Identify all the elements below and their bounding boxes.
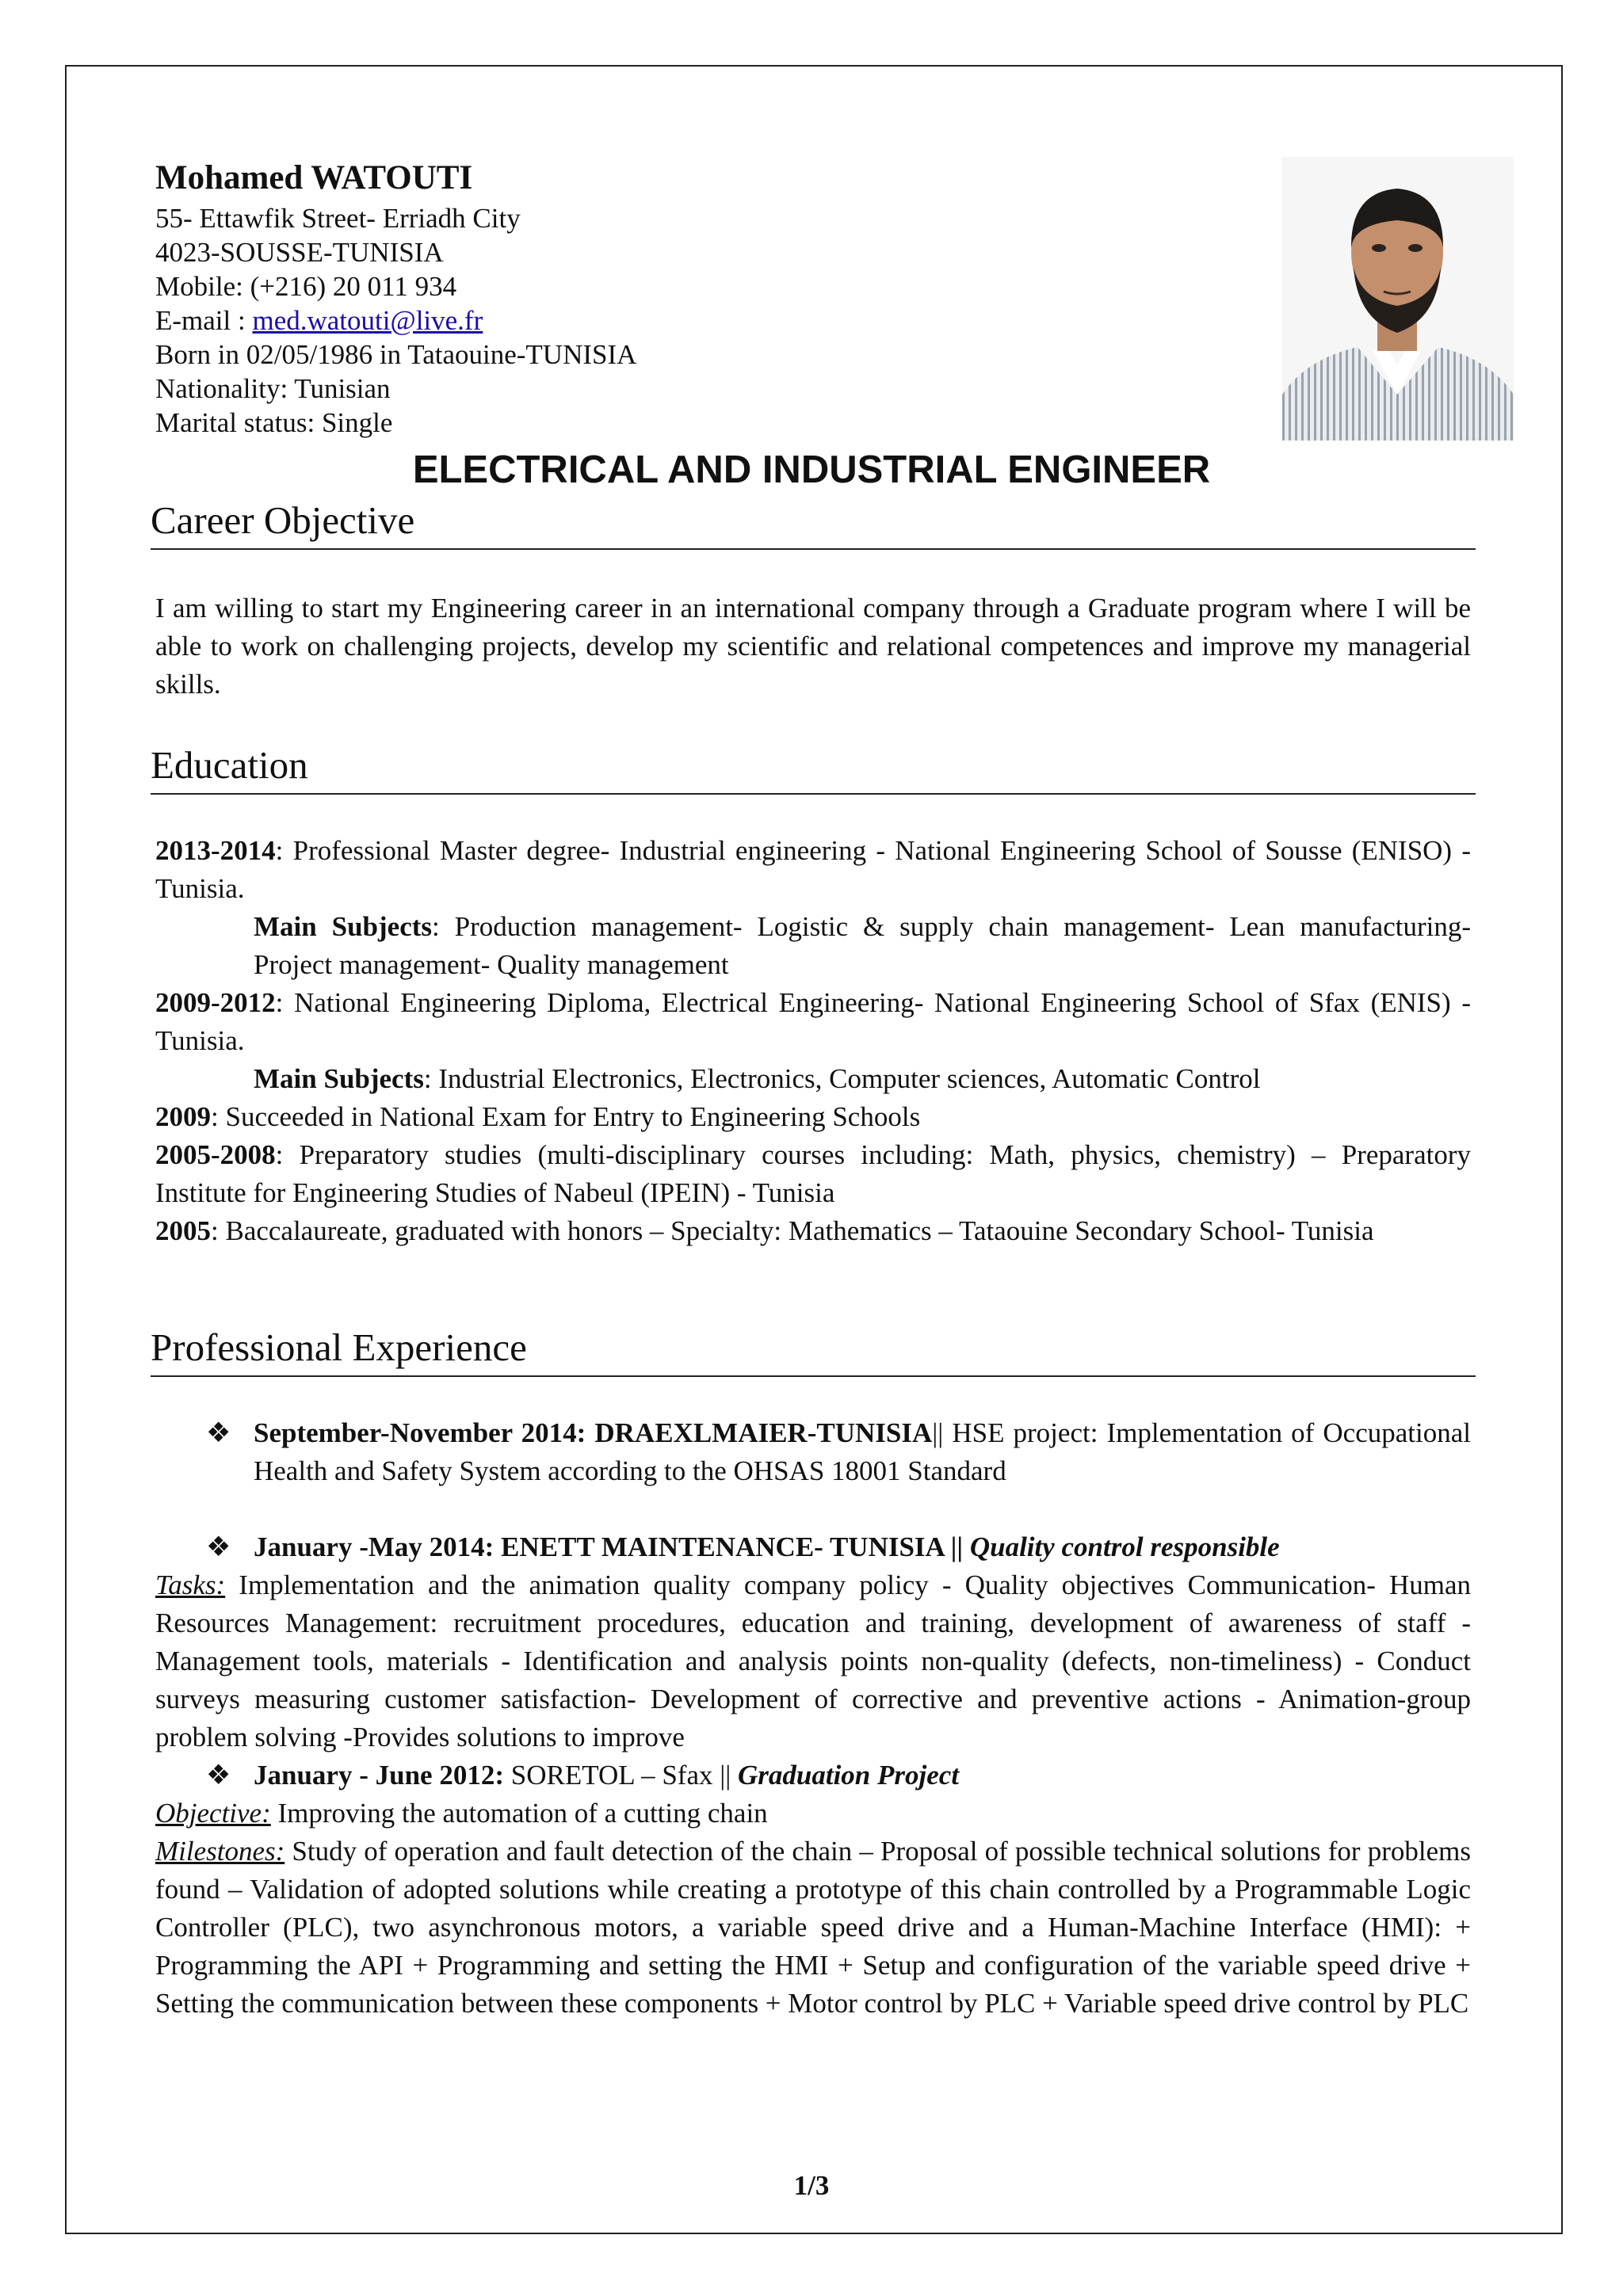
page-number: 1/3 [793,2170,830,2201]
bullet-icon: ❖ [206,1531,231,1562]
birth-info: Born in 02/05/1986 in Tataouine-TUNISIA [155,339,637,370]
profile-photo [1282,157,1514,441]
candidate-name: Mohamed WATOUTI [155,159,473,196]
experience-item [155,1756,1471,1794]
education-entry [155,1212,1471,1250]
portrait-image [1282,157,1514,441]
experience-milestones [155,1833,1471,2023]
objective-text: Improving the automation of a cutting chain [270,1798,768,1829]
nationality: Nationality: Tunisian [155,373,391,404]
education-text: : National Engineering Diploma, Electrical Engineering- National Engineering School of Sfax (ENIS) -Tunisia. [155,987,1471,1056]
education-year: 2005 [155,1215,211,1246]
career-objective-heading: Career Objective [151,498,1476,550]
career-objective-text: I am willing to start my Engineering career in an international company through a Graduate program where I will be able to work on challenging projects, develop my scientific and relational competences and improve my managerial skills. [155,593,1471,700]
objective-label: Objective: [155,1798,271,1829]
milestones-label: Milestones: [155,1836,285,1867]
tasks-text: Implementation and the animation quality company policy - Quality objectives Communication- Human Resources Management: recruitment procedures, education and training, development of awareness of staff -Management tools, materials - Identification and analysis points non-quality (defects, non-timeliness) - Conduct surveys measuring customer satisfaction- Development of corrective and preventive actions - Animation-group problem solving -Provides solutions to improve [155,1569,1471,1753]
education-text: : Baccalaureate, graduated with honors – Specialty: Mathematics – Tataouine Secondary School- Tunisia [211,1215,1374,1246]
bullet-icon: ❖ [206,1760,231,1791]
experience-item [155,1414,1471,1490]
bullet-icon: ❖ [206,1417,231,1448]
experience-item [155,1528,1471,1566]
education-entry [155,1098,1471,1136]
experience-objective [155,1794,1471,1833]
education-text: : Professional Master degree- Industrial engineering - National Engineering School of Sousse (ENISO) -Tunisia. [155,835,1471,904]
education-year: 2009-2012 [155,987,276,1018]
tasks-label: Tasks: [155,1569,226,1600]
subjects-text: : Production management- Logistic & supply chain management- Lean manufacturing- Project management- Quality management [254,911,1471,980]
education-year: 2005-2008 [155,1139,276,1170]
experience-role: Graduation Project [738,1760,960,1791]
education-entry [155,832,1471,908]
subjects-label: Main Subjects [254,1063,424,1094]
experience-period: January -May 2014: ENETT MAINTENANCE- TUNISIA || [254,1531,970,1562]
experience-desc: || HSE project: Implementation of Occupational Health and Safety System according to the OHSAS 18001 Standard [254,1417,1471,1486]
education-entry [155,1136,1471,1212]
marital-status: Marital status: Single [155,407,393,438]
education-text: : Preparatory studies (multi-disciplinary courses including: Math, physics, chemistry) – Preparatory Institute for Engineering Studies of Nabeul (IPEIN) - Tunisia [155,1139,1471,1208]
subjects-text: : Industrial Electronics, Electronics, Computer sciences, Automatic Control [423,1063,1261,1094]
mobile: Mobile: (+216) 20 011 934 [155,271,457,302]
education-subjects [155,1060,1471,1098]
education-entry [155,984,1471,1060]
experience-list [155,1414,1471,2023]
experience-period: September-November 2014: DRAEXLMAIER-TUNISIA [254,1417,933,1448]
education-subjects [155,908,1471,984]
subjects-label: Main Subjects [254,911,433,942]
email-line [155,303,1471,338]
education-text: : Succeeded in National Exam for Entry to Engineering Schools [211,1101,921,1132]
experience-heading: Professional Experience [151,1325,1476,1377]
education-list [155,832,1471,1250]
address-line-2: 4023-SOUSSE-TUNISIA [155,237,444,268]
experience-role: Quality control responsible [969,1531,1280,1562]
experience-desc: SORETOL – Sfax || [504,1760,738,1791]
email-label: E-mail : [155,305,253,336]
education-year: 2009 [155,1101,211,1132]
milestones-text: Study of operation and fault detection of the chain – Proposal of possible technical solutions for problems found – Validation of adopted solutions while creating a prototype of this chain controlled by a Programmable Logic Controller (PLC), two asynchronous motors, a variable speed drive and a Human-Machine Interface (HMI): + Programming the API + Programming and setting the HMI + Setup and configuration of the variable speed drive + Setting the communication between these components + Motor control by PLC + Variable speed drive control by PLC [155,1836,1471,2019]
address-line-1: 55- Ettawfik Street- Erriadh City [155,203,521,234]
education-year: 2013-2014 [155,835,276,866]
education-heading: Education [151,742,1476,795]
job-title: ELECTRICAL AND INDUSTRIAL ENGINEER [412,448,1211,491]
experience-tasks [155,1566,1471,1756]
email-link[interactable]: med.watouti@live.fr [252,305,483,336]
experience-period: January - June 2012: [254,1760,504,1791]
contact-block [155,158,1471,440]
